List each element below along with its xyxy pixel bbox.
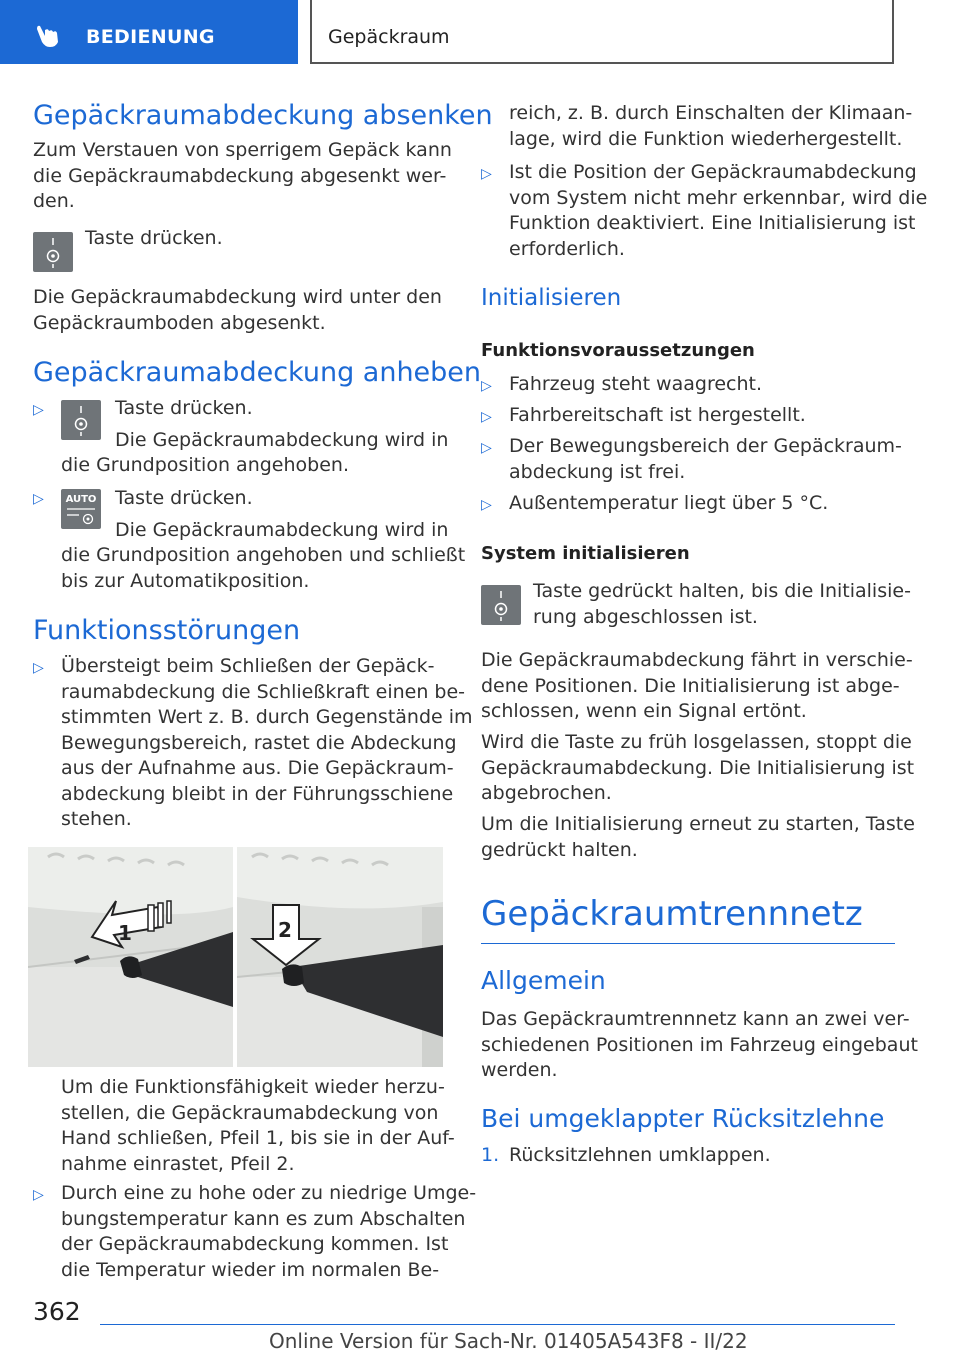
section-title-init: Initialisieren	[481, 285, 622, 311]
requirement-item: Fahrzeug steht waagrecht.	[509, 373, 763, 395]
requirement-item: Fahrbereitschaft ist hergestellt.	[509, 404, 806, 426]
footer-rule	[100, 1324, 895, 1325]
system-p2: Wird die Taste zu früh losgelassen, stoppt die Gepäckraumabdeckung. Die Initialisierung ist abgebrochen.	[481, 731, 915, 804]
chapter-header	[310, 0, 894, 64]
raise-b2-text2: die Grundposition angehoben und schließt bis zur Automatikposition.	[61, 544, 466, 592]
photo-arrow-1	[28, 847, 233, 1067]
bullet-icon: ▷	[33, 402, 44, 418]
requirements-title: Funktionsvoraussetzungen	[481, 340, 755, 361]
arrow-2-label: 2	[278, 918, 292, 942]
requirement-item: Der Bewegungsbereich der Gepäckraum- abdeckung ist frei.	[509, 435, 902, 483]
raise-b2-key-text: Taste drücken.	[115, 487, 253, 509]
requirement-item: Außentemperatur liegt über 5 °C.	[509, 492, 829, 514]
bullet-icon: ▷	[33, 491, 44, 507]
bullet-icon: ▷	[481, 497, 492, 513]
hand-pointer-icon	[36, 24, 62, 48]
faults-b3: Ist die Position der Gepäckraumabdeckung vom System nicht mehr erkennbar, wird die Funktion deaktiviert. Eine Initialisierung ist erforderlich.	[509, 161, 928, 260]
lower-result: Die Gepäckraumabdeckung wird unter den Gepäckraumboden abgesenkt.	[33, 286, 442, 334]
faults-b2: Durch eine zu hohe oder zu niedrige Umge- bungstemperatur kann es zum Abschalten der Gepäckraumabdeckung kommen. Ist die Temperatur wieder im normalen Be-	[61, 1182, 477, 1281]
faults-after-photo: Um die Funktionsfähigkeit wieder herzu- stellen, die Gepäckraumabdeckung von Hand schließen, Pfeil 1, bis sie in der Auf- nahme einrastet, Pfeil 2.	[61, 1076, 455, 1175]
bullet-icon: ▷	[33, 660, 44, 676]
cover-key-icon	[481, 585, 521, 625]
step-number: 1.	[481, 1144, 500, 1166]
faults-b2-cont: reich, z. B. durch Einschalten der Klimaan- lage, wird die Funktion wiederhergestellt.	[509, 102, 913, 150]
section-tab	[0, 0, 298, 64]
section-title-raise: Gepäckraumabdeckung anheben	[33, 357, 482, 388]
cover-key-icon	[33, 232, 73, 272]
title-rule	[481, 943, 895, 944]
raise-b2-text: Die Gepäckraumabdeckung wird in	[115, 519, 449, 541]
system-init-title: System initialisieren	[481, 543, 690, 564]
chapter-label: Gepäckraum	[328, 26, 450, 48]
bullet-icon: ▷	[33, 1187, 44, 1203]
lower-intro: Zum Verstauen von sperrigem Gepäck kann die Gepäckraumabdeckung abgesenkt wer- den.	[33, 139, 452, 212]
section-title-lower: Gepäckraumabdeckung absenken	[33, 100, 493, 131]
section-title-general: Allgemein	[481, 966, 606, 995]
bullet-icon: ▷	[481, 378, 492, 394]
raise-b1-text2: die Grundposition angehoben.	[61, 454, 349, 476]
cover-key-icon	[61, 400, 101, 440]
bullet-icon: ▷	[481, 409, 492, 425]
step-text: Rücksitzlehnen umklappen.	[509, 1144, 771, 1166]
chapter-title-net: Gepäckraumtrennnetz	[481, 894, 863, 934]
raise-b1-text: Die Gepäckraumabdeckung wird in	[115, 429, 449, 451]
page-number: 362	[33, 1297, 81, 1326]
raise-b1-key-text: Taste drücken.	[115, 397, 253, 419]
general-p: Das Gepäckraumtrennnetz kann an zwei ver- schiedenen Positionen im Fahrzeug eingebaut werden.	[481, 1008, 918, 1081]
arrow-1-label: 1	[118, 921, 132, 945]
bullet-icon: ▷	[481, 166, 492, 182]
section-title-folded: Bei umgeklappter Rücksitzlehne	[481, 1104, 885, 1133]
bullet-icon: ▷	[481, 440, 492, 456]
section-label: BEDIENUNG	[86, 26, 215, 48]
lower-key-text: Taste drücken.	[85, 227, 223, 249]
footer-online-version: Online Version für Sach-Nr. 01405A543F8 - II/22	[269, 1329, 748, 1353]
faults-b1: Übersteigt beim Schließen der Gepäck- raumabdeckung die Schließkraft einen be- stimmten Wert z. B. durch Gegenstände im Bewegungsbereich, rastet die Abdeckung aus der Aufnahme aus. Die Gepäckraum- abdeckung bleibt in der Führungsschiene stehen.	[61, 655, 473, 830]
system-key-text: Taste gedrückt halten, bis die Initialisie- rung abgeschlossen ist.	[533, 580, 911, 628]
system-p3: Um die Initialisierung erneut zu starten, Taste gedrückt halten.	[481, 813, 915, 861]
section-title-faults: Funktionsstörungen	[33, 615, 301, 646]
auto-key-label: AUTO	[65, 494, 97, 505]
auto-key-icon	[61, 489, 101, 529]
system-p1: Die Gepäckraumabdeckung fährt in verschie- dene Positionen. Die Initialisierung ist abge- schlossen, wenn ein Signal ertönt.	[481, 649, 913, 722]
photo-arrow-2	[237, 847, 443, 1067]
